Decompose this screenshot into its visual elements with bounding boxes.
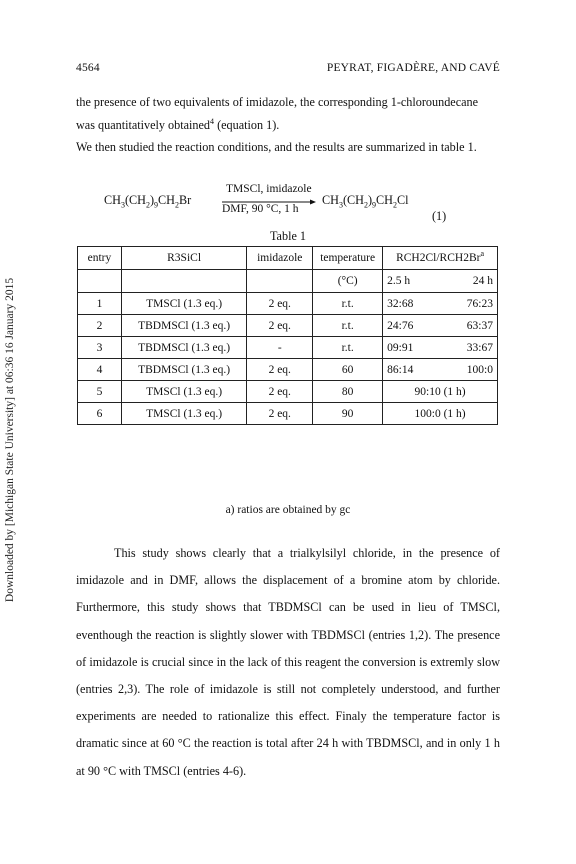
header-times: 2.5 h 24 h bbox=[383, 270, 498, 293]
intro-line-b-end: (equation 1). bbox=[214, 117, 280, 132]
intro-line bbox=[76, 138, 500, 158]
equation-number: (1) bbox=[432, 209, 447, 223]
header-imidazole: imidazole bbox=[247, 247, 313, 270]
results-table bbox=[77, 246, 498, 425]
table-footnote: a) ratios are obtained by gc bbox=[225, 504, 351, 516]
table-row: 6 TMSCl (1.3 eq.) 2 eq. 90 100:0 (1 h) bbox=[78, 403, 498, 425]
header-temperature-unit: (°C) bbox=[313, 270, 383, 293]
table-row: 1 TMSCl (1.3 eq.) 2 eq. r.t. 32:68 76:23 bbox=[78, 293, 498, 315]
header-entry: entry bbox=[78, 247, 122, 270]
table-caption: Table 1 bbox=[269, 229, 307, 243]
intro-line bbox=[76, 93, 500, 113]
reactant-formula: $CH_3(CH_2)_9CH_2Br$ bbox=[104, 193, 192, 210]
header-silyl: R3SiCl bbox=[121, 247, 246, 270]
intro-paragraph bbox=[76, 93, 500, 161]
running-authors: PEYRAT, FIGADÈRE, AND CAVÉ bbox=[326, 62, 500, 74]
table-row: 2 TBDMSCl (1.3 eq.) 2 eq. r.t. 24:76 63:37 bbox=[78, 315, 498, 337]
reagent-label: TMSCl, imidazole bbox=[226, 183, 312, 195]
table-subheader-row bbox=[78, 270, 498, 293]
table-row: 5 TMSCl (1.3 eq.) 2 eq. 80 90:10 (1 h) bbox=[78, 381, 498, 403]
header-temperature: temperature bbox=[313, 247, 383, 270]
header-ratio: RCH2Cl/RCH2Br$^a$ bbox=[383, 247, 498, 270]
discussion-paragraph bbox=[76, 540, 500, 785]
discussion-text: This study shows clearly that a trialkylsilyl chloride, in the presence of imidazole and in DMF, allows the displacement of a bromine atom by chloride. Furthermore, this study shows that TBDMSCl can be used in lieu of TMSCl, eventhough the reaction is slightly slower with TBDMSCl (entries 1,2). The presence of imidazole is crucial since in the lack of this reagent the conversion is extremly slow (entries 2,3). The role of imidazole is still not completely understood, and further experiments are needed to rationalize this effect. Finaly the temperature factor is dramatic since at 60 °C the reaction is total after 24 h with TBDMSCl, and in only 1 h at 90 °C with TMSCl (entries 4-6). bbox=[76, 546, 500, 778]
table-row: 3 TBDMSCl (1.3 eq.) - r.t. 09:91 33:67 bbox=[78, 337, 498, 359]
intro-line bbox=[76, 116, 500, 136]
reaction-equation bbox=[104, 183, 494, 223]
conditions-label: DMF, 90 °C, 1 h bbox=[222, 203, 299, 215]
page-number: 4564 bbox=[76, 62, 100, 74]
intro-line-c: We then studied the reaction conditions, and the results are summarized in table 1. bbox=[76, 140, 477, 154]
intro-line-a: the presence of two equivalents of imidazole, the corresponding 1-chloroundecane bbox=[76, 95, 479, 109]
download-watermark bbox=[0, 220, 20, 660]
reference-marker: 4 bbox=[210, 116, 215, 126]
table-row: 4 TBDMSCl (1.3 eq.) 2 eq. 60 86:14 100:0 bbox=[78, 359, 498, 381]
table-header-row bbox=[78, 247, 498, 270]
intro-line-b: was quantitatively obtained bbox=[76, 117, 211, 132]
product-formula: $CH_3(CH_2)_9CH_2Cl$ bbox=[322, 193, 409, 210]
download-watermark-text: Downloaded by [Michigan State University] at 06:36 16 January 2015 bbox=[4, 277, 16, 603]
